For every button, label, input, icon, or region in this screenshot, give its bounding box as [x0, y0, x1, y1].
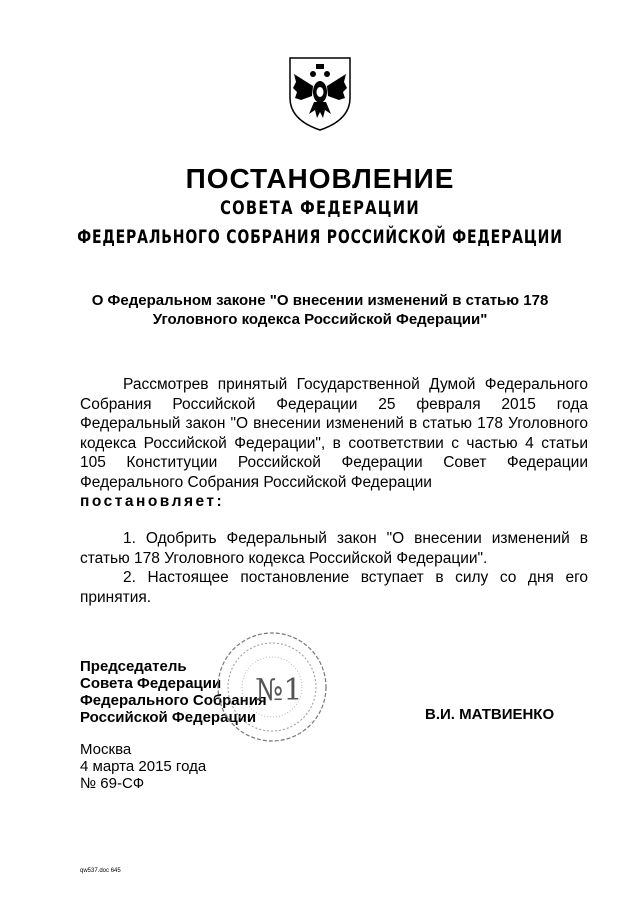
document-subject — [60, 291, 580, 329]
document-subtitle-assembly: ФЕДЕРАЛЬНОГО СОБРАНИЯ РОССИЙСКОЙ ФЕДЕРАЦИИ — [77, 226, 563, 248]
resolution-item-2: 2. Настоящее постановление вступает в силу со дня его принятия. — [80, 569, 588, 606]
subject-line-2: Уголовного кодекса Российской Федерации" — [152, 311, 488, 328]
signatory-line-1: Председатель — [80, 658, 187, 675]
document-number: № 69-СФ — [80, 775, 145, 792]
official-stamp-seal — [215, 630, 330, 745]
preamble-paragraph — [80, 375, 588, 512]
place-date-number — [80, 741, 206, 792]
signatory-line-4: Российской Федерации — [80, 709, 257, 726]
city: Москва — [80, 741, 132, 758]
document-subtitle-council: СОВЕТА ФЕДЕРАЦИИ — [220, 197, 420, 219]
decides-word: постановляет: — [80, 493, 225, 510]
coat-of-arms-emblem — [284, 52, 356, 132]
document-title: ПОСТАНОВЛЕНИЕ — [185, 163, 455, 194]
stamp-number: №1 — [255, 673, 303, 708]
date: 4 марта 2015 года — [80, 758, 207, 775]
file-reference: qw537.doc 645 — [80, 868, 121, 874]
signatory-line-2: Совета Федерации — [80, 675, 222, 692]
preamble-text: Рассмотрев принятый Государственной Думой Федерального Собрания Российской Федерации 25 февраля 2015 года Федеральный закон "О внесении изменений в статью 178 Уголовного кодекса Российской Федерации", в соответствии с частью 4 статьи 105 Конституции Российской Федерации Совет Федерации Федерального Собрания Российской Федерации — [80, 376, 588, 491]
resolution-item-1: 1. Одобрить Федеральный закон "О внесении изменений в статью 178 Уголовного кодекса Российской Федерации". — [80, 530, 588, 567]
signatory-name: В.И. МАТВИЕНКО — [425, 706, 555, 723]
subject-line-1: О Федеральном законе "О внесении изменений в статью 178 — [91, 292, 549, 309]
resolution-items — [80, 529, 588, 607]
signatory-line-3: Федерального Собрания — [80, 692, 267, 709]
